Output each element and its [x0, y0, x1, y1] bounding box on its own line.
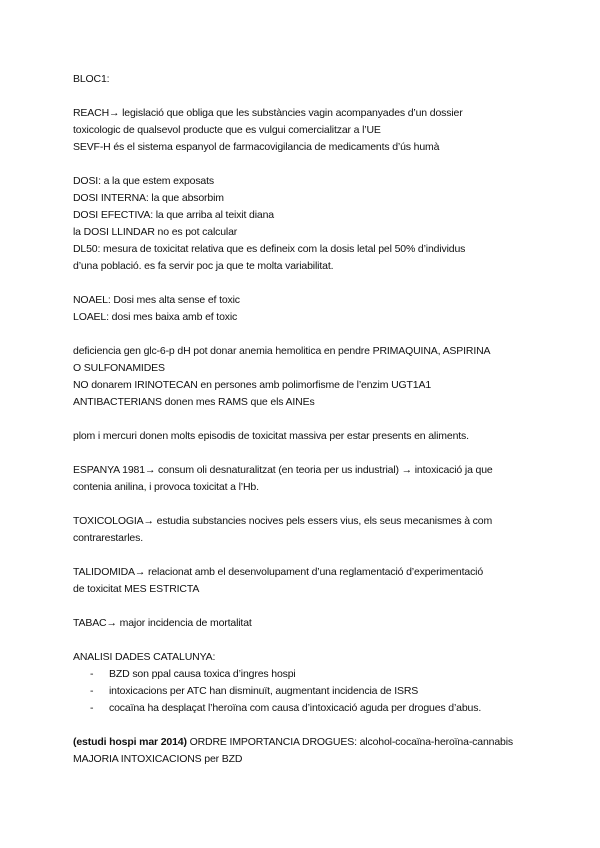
list-item: - BZD son ppal causa toxica d’ingres hospi — [73, 666, 543, 683]
text-line: toxicologic de qualsevol producte que es vulgui comercialitzar a l’UE — [73, 124, 381, 136]
text-line: la DOSI LLINDAR no es pot calcular — [73, 226, 238, 238]
talidomida-paragraph — [73, 564, 543, 598]
text-line: NO donarem IRINOTECAN en persones amb polimorfisme de l’enzim UGT1A1 — [73, 379, 432, 391]
analisi-title: ANALISI DADES CATALUNYA: — [73, 651, 216, 663]
text-line — [73, 734, 543, 751]
blank-line — [73, 632, 543, 649]
noael-paragraph — [73, 292, 543, 326]
plom-paragraph: plom i mercuri donen molts episodis de toxicitat massiva per estar presents en aliments. — [73, 430, 469, 442]
text-line: SEVF-H és el sistema espanyol de farmacovigilancia de medicaments d’ús humà — [73, 141, 440, 153]
blank-line — [73, 496, 543, 513]
blank-line — [73, 88, 543, 105]
blank-line — [73, 275, 543, 292]
tabac-paragraph: TABAC→ major incidencia de mortalitat — [73, 617, 252, 629]
text-line: ESPANYA 1981→ consum oli desnaturalitzat (en teoria per us industrial) → intoxicació ja que — [73, 464, 493, 476]
blank-line — [73, 156, 543, 173]
list-item: - intoxicacions per ATC han disminuït, augmentant incidencia de ISRS — [73, 683, 543, 700]
text-line: DOSI INTERNA: la que absorbim — [73, 192, 224, 204]
estudi-bold-text: (estudi hospi mar 2014) — [73, 736, 187, 748]
text-line: DOSI: a la que estem exposats — [73, 175, 214, 187]
blank-line — [73, 326, 543, 343]
text-line: DL50: mesura de toxicitat relativa que es defineix com la dosis letal pel 50% d’individus — [73, 243, 466, 255]
text-line: TOXICOLOGIA→ estudia substancies nocives pels essers vius, els seus mecanismes à com — [73, 515, 493, 527]
text-line: d’una població. es fa servir poc ja que te molta variabilitat. — [73, 260, 334, 272]
blank-line — [73, 717, 543, 734]
dosi-paragraph — [73, 173, 543, 275]
blank-line — [73, 598, 543, 615]
deficiencia-paragraph — [73, 343, 543, 411]
text-line: deficiencia gen glc-6-p dH pot donar anemia hemolitica en pendre PRIMAQUINA, ASPIRINA — [73, 345, 491, 357]
blank-line — [73, 445, 543, 462]
estudi-text: ORDRE IMPORTANCIA DROGUES: alcohol-cocaïna-heroïna-cannabis — [186, 736, 513, 748]
blank-line — [73, 547, 543, 564]
text-line: REACH→ legislació que obliga que les substàncies vagin acompanyades d’un dossier — [73, 107, 463, 119]
section-heading: BLOC1: — [73, 73, 110, 85]
text-line: contenia anilina, i provoca toxicitat a l’Hb. — [73, 481, 259, 493]
estudi-paragraph — [73, 734, 543, 768]
text-line: NOAEL: Dosi mes alta sense ef toxic — [73, 294, 240, 306]
text-line: ANTIBACTERIANS donen mes RAMS que els AINEs — [73, 396, 315, 408]
text-line: TALIDOMIDA→ relacionat amb el desenvolupament d’una reglamentació d’experimentació — [73, 566, 484, 578]
espanya-paragraph — [73, 462, 543, 496]
text-line: DOSI EFECTIVA: la que arriba al teixit diana — [73, 209, 274, 221]
list-item: - cocaïna ha desplaçat l’heroïna com causa d’intoxicació aguda per drogues d’abus. — [73, 700, 543, 717]
blank-line — [73, 411, 543, 428]
text-line: O SULFONAMIDES — [73, 362, 165, 374]
toxicologia-paragraph — [73, 513, 543, 547]
analisi-section — [73, 649, 543, 717]
text-line: contrarestarles. — [73, 532, 143, 544]
text-line: MAJORIA INTOXICACIONS per BZD — [73, 753, 243, 765]
text-line: de toxicitat MES ESTRICTA — [73, 583, 200, 595]
analisi-list — [73, 666, 543, 717]
text-line: LOAEL: dosi mes baixa amb ef toxic — [73, 311, 238, 323]
reach-paragraph — [73, 105, 543, 156]
document-body — [73, 71, 543, 768]
